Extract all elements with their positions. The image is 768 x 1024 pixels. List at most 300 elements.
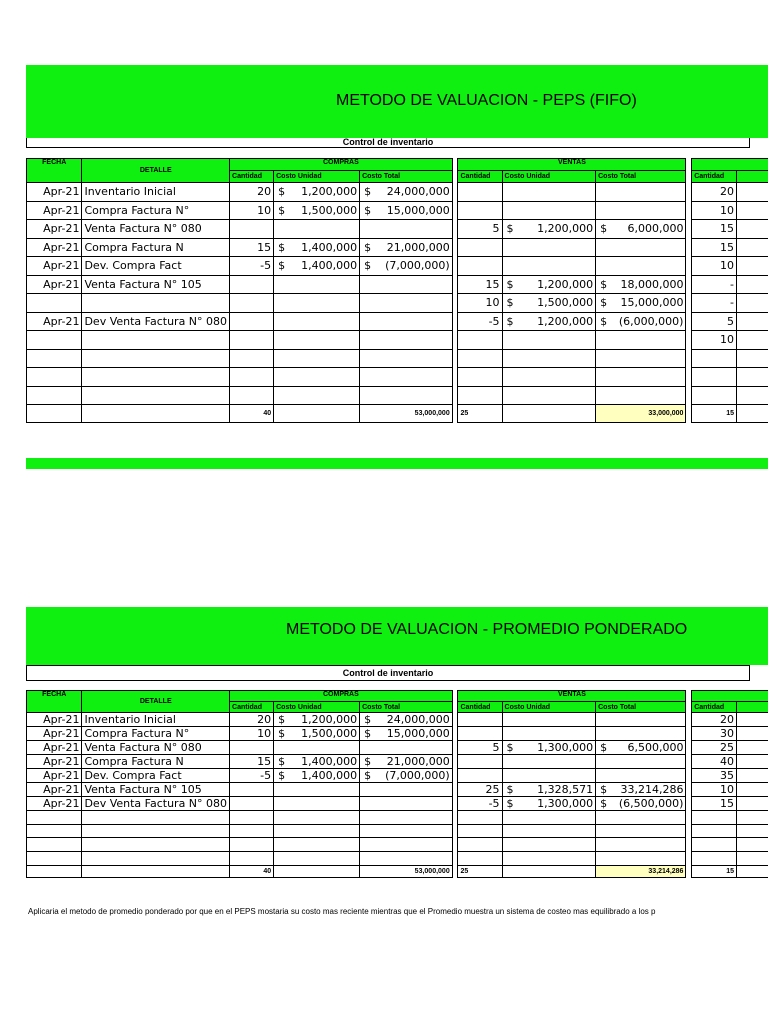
ventas-costo-unidad-cell <box>502 811 596 825</box>
compras-cantidad-cell <box>230 838 274 852</box>
currency-symbol: $ <box>600 741 608 754</box>
ventas-costo-unidad-cell <box>502 769 596 783</box>
amount: 1,400,000 <box>301 259 358 273</box>
table-row <box>27 201 768 220</box>
ventas-costo-unidad-cell <box>502 824 596 838</box>
compras-costo-unidad-cell <box>274 349 360 368</box>
ventas-costo-unidad-cell <box>502 386 596 405</box>
fecha-cell: Apr-21 <box>27 312 82 331</box>
table-row <box>27 824 768 838</box>
ventas-costo-unidad-cell <box>502 838 596 852</box>
saldo-cantidad-cell: 20 <box>692 713 737 727</box>
compras-cantidad-cell <box>230 331 274 350</box>
detalle-cell: Dev Venta Factura N° 080 <box>82 312 230 331</box>
saldo-cantidad-cell: 15 <box>692 797 737 811</box>
compras-costo-total-cell <box>360 713 453 727</box>
fecha-cell <box>27 368 82 387</box>
total-saldo-cantidad: 15 <box>692 405 737 423</box>
compras-costo-total-cell <box>360 312 453 331</box>
table-row <box>27 755 768 769</box>
table-row <box>27 769 768 783</box>
saldo-cantidad-cell <box>692 349 737 368</box>
total-compras-cantidad: 40 <box>230 865 274 877</box>
ventas-cantidad-cell: 5 <box>458 741 502 755</box>
saldo-cantidad-cell: 30 <box>692 727 737 741</box>
amount: 15,000,000 <box>620 296 684 310</box>
compras-costo-unidad-cell <box>274 183 360 202</box>
fecha-cell: Apr-21 <box>27 755 82 769</box>
currency-symbol: $ <box>278 185 286 199</box>
subheader-saldo-extra <box>737 171 768 183</box>
fecha-cell <box>27 331 82 350</box>
table-row <box>27 852 768 866</box>
compras-cantidad-cell: 10 <box>230 201 274 220</box>
saldo-extra-cell <box>737 769 768 783</box>
subheader-cantidad: Cantidad <box>458 702 502 713</box>
fecha-cell: Apr-21 <box>27 741 82 755</box>
detalle-cell <box>82 294 230 313</box>
compras-cantidad-cell <box>230 797 274 811</box>
total-compras-cantidad: 40 <box>230 405 274 423</box>
compras-costo-unidad-cell <box>274 713 360 727</box>
saldo-extra-cell <box>737 238 768 257</box>
table-row <box>27 741 768 755</box>
fecha-cell <box>27 824 82 838</box>
peps-subtitle: Control de inventario <box>26 138 750 148</box>
compras-costo-total-cell <box>360 349 453 368</box>
saldo-cantidad-cell: - <box>692 275 737 294</box>
detalle-cell <box>82 331 230 350</box>
compras-costo-total-cell <box>360 183 453 202</box>
subheader-saldo-cantidad: Cantidad <box>692 171 737 183</box>
header-detalle: DETALLE <box>82 159 230 183</box>
currency-symbol: $ <box>278 727 286 740</box>
total-ventas-costo-total: 33,000,000 <box>596 405 686 423</box>
saldo-cantidad-cell: 10 <box>692 257 737 276</box>
ventas-costo-total-cell <box>596 349 686 368</box>
currency-symbol: $ <box>278 755 286 768</box>
header-saldo <box>692 691 768 702</box>
detalle-cell: Venta Factura N° 105 <box>82 275 230 294</box>
saldo-extra-cell <box>737 331 768 350</box>
ventas-cantidad-cell <box>458 257 502 276</box>
currency-symbol: $ <box>364 727 372 740</box>
compras-costo-unidad-cell <box>274 238 360 257</box>
ventas-costo-unidad-cell <box>502 257 596 276</box>
compras-cantidad-cell <box>230 312 274 331</box>
ventas-costo-total-cell <box>596 797 686 811</box>
compras-cantidad-cell: 15 <box>230 755 274 769</box>
fecha-cell <box>27 294 82 313</box>
compras-cantidad-cell <box>230 368 274 387</box>
saldo-extra-cell <box>737 783 768 797</box>
ventas-cantidad-cell: 5 <box>458 220 502 239</box>
compras-cantidad-cell: 20 <box>230 713 274 727</box>
ventas-costo-total-cell <box>596 811 686 825</box>
currency-symbol: $ <box>364 259 372 273</box>
saldo-cantidad-cell <box>692 838 737 852</box>
saldo-extra-cell <box>737 257 768 276</box>
currency-symbol: $ <box>364 185 372 199</box>
header-fecha: FECHA <box>27 159 82 183</box>
saldo-cantidad-cell: 20 <box>692 183 737 202</box>
fecha-cell: Apr-21 <box>27 783 82 797</box>
ventas-costo-unidad-cell <box>502 183 596 202</box>
compras-costo-total-cell <box>360 838 453 852</box>
table-row <box>27 713 768 727</box>
detalle-cell: Compra Factura N <box>82 238 230 257</box>
compras-costo-total-cell <box>360 220 453 239</box>
amount: 1,200,000 <box>537 222 594 236</box>
ventas-cantidad-cell <box>458 368 502 387</box>
saldo-cantidad-cell <box>692 811 737 825</box>
total-saldo-cantidad: 15 <box>692 865 737 877</box>
saldo-cantidad-cell <box>692 386 737 405</box>
fecha-cell <box>27 349 82 368</box>
detalle-cell <box>82 811 230 825</box>
totals-row <box>27 865 768 877</box>
ventas-costo-unidad-cell <box>502 713 596 727</box>
ventas-costo-total-cell <box>596 257 686 276</box>
ventas-costo-unidad-cell <box>502 727 596 741</box>
total-ventas-cantidad: 25 <box>458 865 502 877</box>
ventas-costo-total-cell <box>596 783 686 797</box>
table-row <box>27 727 768 741</box>
fecha-cell <box>27 386 82 405</box>
total-blank <box>27 865 82 877</box>
compras-costo-unidad-cell <box>274 220 360 239</box>
amount: 15,000,000 <box>386 727 450 740</box>
detalle-cell: Compra Factura N <box>82 755 230 769</box>
saldo-extra-cell <box>737 275 768 294</box>
compras-cantidad-cell <box>230 294 274 313</box>
currency-symbol: $ <box>364 240 372 254</box>
currency-symbol: $ <box>364 755 372 768</box>
fecha-cell: Apr-21 <box>27 257 82 276</box>
total-blank <box>502 865 596 877</box>
ventas-costo-unidad-cell <box>502 312 596 331</box>
currency-symbol: $ <box>600 222 608 236</box>
table-row <box>27 368 768 387</box>
total-compras-costo-total: 53,000,000 <box>360 405 453 423</box>
ventas-costo-unidad-cell <box>502 741 596 755</box>
compras-costo-total-cell <box>360 368 453 387</box>
promedio-title: METODO DE VALUACION - PROMEDIO PONDERADO <box>286 621 688 638</box>
compras-costo-unidad-cell <box>274 769 360 783</box>
detalle-cell: Dev. Compra Fact <box>82 257 230 276</box>
total-blank <box>737 865 768 877</box>
compras-costo-unidad-cell <box>274 257 360 276</box>
header-fecha: FECHA <box>27 691 82 713</box>
separator-bar <box>26 458 768 469</box>
conclusion-note: Aplicaria el metodo de promedio ponderado por que en el PEPS mostaria su costo mas reciente mientras que el Promedio muestra un sistema de costeo mas equilibrado a los p <box>28 907 656 916</box>
compras-cantidad-cell <box>230 386 274 405</box>
peps-table-container <box>26 158 768 423</box>
detalle-cell: Compra Factura N° <box>82 201 230 220</box>
detalle-cell: Dev Venta Factura N° 080 <box>82 797 230 811</box>
table-row <box>27 294 768 313</box>
amount: 24,000,000 <box>386 185 450 199</box>
compras-cantidad-cell <box>230 852 274 866</box>
amount: (7,000,000) <box>385 769 450 782</box>
compras-costo-unidad-cell <box>274 294 360 313</box>
ventas-cantidad-cell <box>458 727 502 741</box>
ventas-cantidad-cell: 10 <box>458 294 502 313</box>
ventas-cantidad-cell <box>458 349 502 368</box>
currency-symbol: $ <box>506 277 514 291</box>
currency-symbol: $ <box>600 314 608 328</box>
promedio-subtitle: Control de inventario <box>26 665 750 681</box>
amount: 6,500,000 <box>627 741 684 754</box>
detalle-cell <box>82 368 230 387</box>
ventas-cantidad-cell <box>458 811 502 825</box>
header-row <box>27 691 768 702</box>
ventas-costo-unidad-cell <box>502 238 596 257</box>
currency-symbol: $ <box>600 797 608 810</box>
ventas-costo-unidad-cell <box>502 294 596 313</box>
amount: (6,000,000) <box>618 314 684 328</box>
ventas-costo-total-cell <box>596 824 686 838</box>
header-ventas: VENTAS <box>458 159 686 171</box>
fecha-cell <box>27 852 82 866</box>
fecha-cell <box>27 811 82 825</box>
detalle-cell <box>82 852 230 866</box>
amount: 33,214,286 <box>620 783 684 796</box>
table-row <box>27 312 768 331</box>
compras-costo-unidad-cell <box>274 783 360 797</box>
table-row <box>27 257 768 276</box>
currency-symbol: $ <box>364 203 372 217</box>
fecha-cell <box>27 838 82 852</box>
compras-costo-total-cell <box>360 238 453 257</box>
compras-costo-unidad-cell <box>274 755 360 769</box>
table-row <box>27 220 768 239</box>
inventory-table <box>26 690 768 878</box>
compras-cantidad-cell <box>230 275 274 294</box>
currency-symbol: $ <box>506 741 514 754</box>
compras-costo-total-cell <box>360 769 453 783</box>
saldo-extra-cell <box>737 201 768 220</box>
peps-title: METODO DE VALUACION - PEPS (FIFO) <box>336 92 637 109</box>
detalle-cell <box>82 349 230 368</box>
ventas-costo-total-cell <box>596 220 686 239</box>
subheader-cantidad: Cantidad <box>230 171 274 183</box>
compras-costo-total-cell <box>360 852 453 866</box>
ventas-costo-unidad-cell <box>502 220 596 239</box>
saldo-cantidad-cell: 15 <box>692 238 737 257</box>
detalle-cell: Inventario Inicial <box>82 713 230 727</box>
subheader-cantidad: Cantidad <box>230 702 274 713</box>
currency-symbol: $ <box>278 769 286 782</box>
fecha-cell: Apr-21 <box>27 727 82 741</box>
total-blank <box>502 405 596 423</box>
detalle-cell <box>82 838 230 852</box>
compras-costo-total-cell <box>360 727 453 741</box>
table-row <box>27 331 768 350</box>
saldo-cantidad-cell: 5 <box>692 312 737 331</box>
header-saldo <box>692 159 768 171</box>
detalle-cell: Venta Factura N° 080 <box>82 220 230 239</box>
ventas-costo-total-cell <box>596 755 686 769</box>
fecha-cell: Apr-21 <box>27 201 82 220</box>
total-blank <box>274 405 360 423</box>
ventas-costo-total-cell <box>596 275 686 294</box>
saldo-extra-cell <box>737 294 768 313</box>
ventas-costo-total-cell <box>596 368 686 387</box>
table-row <box>27 838 768 852</box>
compras-costo-total-cell <box>360 783 453 797</box>
amount: (6,500,000) <box>618 797 684 810</box>
ventas-costo-unidad-cell <box>502 852 596 866</box>
total-blank <box>274 865 360 877</box>
saldo-cantidad-cell: 10 <box>692 331 737 350</box>
compras-costo-total-cell <box>360 386 453 405</box>
detalle-cell: Venta Factura N° 080 <box>82 741 230 755</box>
currency-symbol: $ <box>364 713 372 726</box>
amount: 1,400,000 <box>301 769 358 782</box>
saldo-cantidad-cell: 10 <box>692 783 737 797</box>
saldo-cantidad-cell <box>692 368 737 387</box>
compras-costo-total-cell <box>360 755 453 769</box>
total-blank <box>27 405 82 423</box>
subheader-costo-total: Costo Total <box>596 702 686 713</box>
compras-cantidad-cell: 20 <box>230 183 274 202</box>
table-row <box>27 183 768 202</box>
total-blank <box>82 405 230 423</box>
subheader-costo-unidad: Costo Unidad <box>274 171 360 183</box>
fecha-cell: Apr-21 <box>27 797 82 811</box>
saldo-extra-cell <box>737 741 768 755</box>
detalle-cell: Inventario Inicial <box>82 183 230 202</box>
ventas-costo-total-cell <box>596 727 686 741</box>
saldo-extra-cell <box>737 220 768 239</box>
compras-costo-total-cell <box>360 741 453 755</box>
total-ventas-cantidad: 25 <box>458 405 502 423</box>
ventas-costo-total-cell <box>596 386 686 405</box>
compras-cantidad-cell <box>230 349 274 368</box>
detalle-cell: Venta Factura N° 105 <box>82 783 230 797</box>
compras-costo-unidad-cell <box>274 312 360 331</box>
saldo-cantidad-cell: 35 <box>692 769 737 783</box>
compras-cantidad-cell: 15 <box>230 238 274 257</box>
ventas-cantidad-cell <box>458 769 502 783</box>
saldo-cantidad-cell: 15 <box>692 220 737 239</box>
ventas-cantidad-cell: 15 <box>458 275 502 294</box>
table-row <box>27 797 768 811</box>
table-row <box>27 349 768 368</box>
currency-symbol: $ <box>506 314 514 328</box>
fecha-cell: Apr-21 <box>27 220 82 239</box>
saldo-cantidad-cell: 25 <box>692 741 737 755</box>
currency-symbol: $ <box>600 783 608 796</box>
ventas-costo-total-cell <box>596 183 686 202</box>
detalle-cell: Compra Factura N° <box>82 727 230 741</box>
ventas-costo-unidad-cell <box>502 349 596 368</box>
amount: 18,000,000 <box>620 277 684 291</box>
currency-symbol: $ <box>278 259 286 273</box>
detalle-cell: Dev. Compra Fact <box>82 769 230 783</box>
saldo-cantidad-cell: - <box>692 294 737 313</box>
currency-symbol: $ <box>364 769 372 782</box>
compras-costo-unidad-cell <box>274 727 360 741</box>
compras-cantidad-cell: 10 <box>230 727 274 741</box>
total-blank <box>82 865 230 877</box>
subheader-costo-unidad: Costo Unidad <box>502 702 596 713</box>
fecha-cell: Apr-21 <box>27 183 82 202</box>
compras-costo-unidad-cell <box>274 811 360 825</box>
total-ventas-costo-total: 33,214,286 <box>596 865 686 877</box>
amount: (7,000,000) <box>385 259 450 273</box>
ventas-costo-total-cell <box>596 331 686 350</box>
currency-symbol: $ <box>600 277 608 291</box>
compras-costo-total-cell <box>360 824 453 838</box>
currency-symbol: $ <box>600 296 608 310</box>
fecha-cell: Apr-21 <box>27 238 82 257</box>
promedio-table-container <box>26 690 768 878</box>
currency-symbol: $ <box>278 713 286 726</box>
compras-costo-unidad-cell <box>274 838 360 852</box>
amount: 21,000,000 <box>386 755 450 768</box>
header-row <box>27 159 768 171</box>
compras-costo-unidad-cell <box>274 852 360 866</box>
ventas-costo-unidad-cell <box>502 755 596 769</box>
saldo-extra-cell <box>737 368 768 387</box>
compras-costo-total-cell <box>360 294 453 313</box>
table-row <box>27 238 768 257</box>
ventas-costo-total-cell <box>596 741 686 755</box>
ventas-costo-unidad-cell <box>502 275 596 294</box>
fecha-cell: Apr-21 <box>27 713 82 727</box>
subheader-saldo-extra <box>737 702 768 713</box>
compras-costo-unidad-cell <box>274 368 360 387</box>
table-row <box>27 275 768 294</box>
ventas-costo-total-cell <box>596 312 686 331</box>
ventas-cantidad-cell <box>458 331 502 350</box>
detalle-cell <box>82 824 230 838</box>
compras-cantidad-cell <box>230 824 274 838</box>
compras-cantidad-cell <box>230 741 274 755</box>
saldo-extra-cell <box>737 727 768 741</box>
ventas-cantidad-cell <box>458 755 502 769</box>
saldo-cantidad-cell: 10 <box>692 201 737 220</box>
currency-symbol: $ <box>506 296 514 310</box>
compras-costo-total-cell <box>360 257 453 276</box>
ventas-cantidad-cell <box>458 183 502 202</box>
ventas-costo-total-cell <box>596 294 686 313</box>
subheader-costo-total: Costo Total <box>360 171 453 183</box>
subheader-costo-unidad: Costo Unidad <box>274 702 360 713</box>
header-compras: COMPRAS <box>230 159 453 171</box>
amount: 24,000,000 <box>386 713 450 726</box>
compras-costo-total-cell <box>360 201 453 220</box>
amount: 1,300,000 <box>537 741 594 754</box>
saldo-extra-cell <box>737 386 768 405</box>
amount: 1,500,000 <box>537 296 594 310</box>
compras-costo-unidad-cell <box>274 275 360 294</box>
amount: 1,300,000 <box>537 797 594 810</box>
ventas-costo-total-cell <box>596 838 686 852</box>
header-ventas: VENTAS <box>458 691 686 702</box>
amount: 15,000,000 <box>386 203 450 217</box>
saldo-extra-cell <box>737 755 768 769</box>
saldo-extra-cell <box>737 838 768 852</box>
compras-costo-unidad-cell <box>274 741 360 755</box>
ventas-cantidad-cell <box>458 713 502 727</box>
ventas-costo-total-cell <box>596 201 686 220</box>
peps-title-band <box>26 65 768 138</box>
ventas-cantidad-cell: -5 <box>458 797 502 811</box>
compras-costo-unidad-cell <box>274 386 360 405</box>
